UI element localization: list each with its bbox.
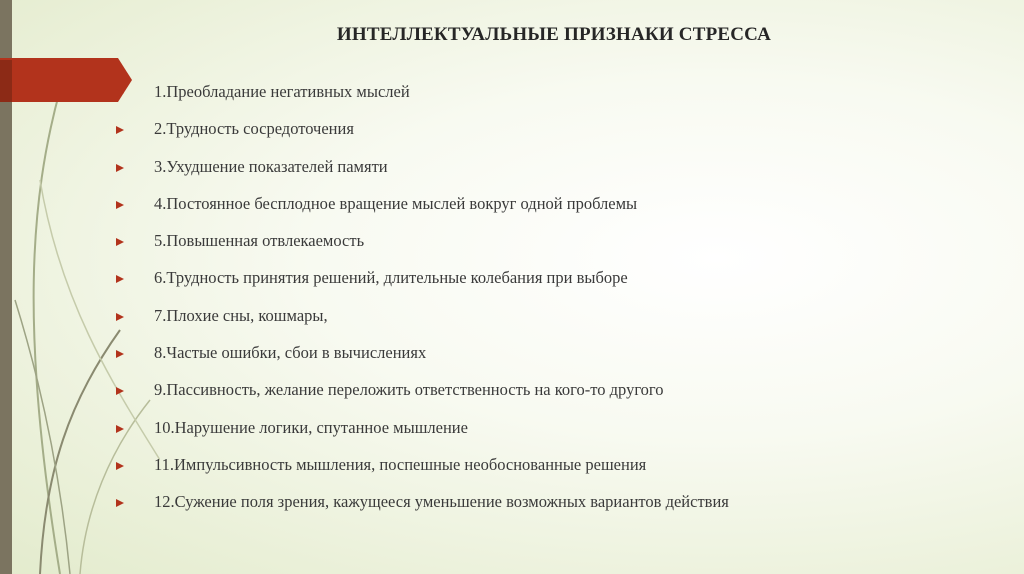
arrow-bullet-icon bbox=[116, 201, 124, 209]
list-item-text: 12.Сужение поля зрения, кажущееся уменьшение возможных вариантов действия bbox=[154, 492, 729, 512]
arrow-bullet-icon bbox=[116, 499, 124, 507]
arrow-bullet-icon bbox=[116, 126, 124, 134]
arrow-bullet-icon bbox=[116, 313, 124, 321]
red-banner-shape bbox=[0, 0, 132, 104]
arrow-bullet-icon bbox=[116, 238, 124, 246]
list-item-text: 10.Нарушение логики, спутанное мышление bbox=[154, 417, 468, 437]
list-item-text: 8.Частые ошибки, сбои в вычислениях bbox=[154, 343, 427, 363]
list-item-text: 6.Трудность принятия решений, длительные колебания при выборе bbox=[154, 268, 628, 288]
list-item-text: 3.Ухудшение показателей памяти bbox=[154, 156, 388, 176]
list-item-text: 11.Импульсивность мышления, поспешные необоснованные решения bbox=[154, 454, 647, 474]
arrow-bullet-icon bbox=[116, 425, 124, 433]
arrow-bullet-icon bbox=[116, 462, 124, 470]
list-item-text: 9.Пассивность, желание переложить ответственность на кого-то другого bbox=[154, 380, 664, 400]
arrow-bullet-icon bbox=[116, 275, 124, 283]
arrow-bullet-icon bbox=[116, 89, 124, 97]
list-item-text: 7.Плохие сны, кошмары, bbox=[154, 305, 328, 325]
arrow-bullet-icon bbox=[116, 350, 124, 358]
arrow-bullet-icon bbox=[116, 387, 124, 395]
list-item-text: 2.Трудность сосредоточения bbox=[154, 119, 354, 139]
slide-title-text: ИНТЕЛЛЕКТУАЛЬНЫЕ ПРИЗНАКИ СТРЕССА bbox=[336, 24, 772, 45]
slide-title bbox=[0, 24, 1024, 46]
list-item-text: 1.Преобладание негативных мыслей bbox=[154, 82, 410, 101]
arrow-bullet-icon bbox=[116, 164, 124, 172]
list-item-text: 4.Постоянное бесплодное вращение мыслей вокруг одной проблемы bbox=[154, 193, 638, 213]
list-item-text: 5.Повышенная отвлекаемость bbox=[154, 231, 365, 251]
